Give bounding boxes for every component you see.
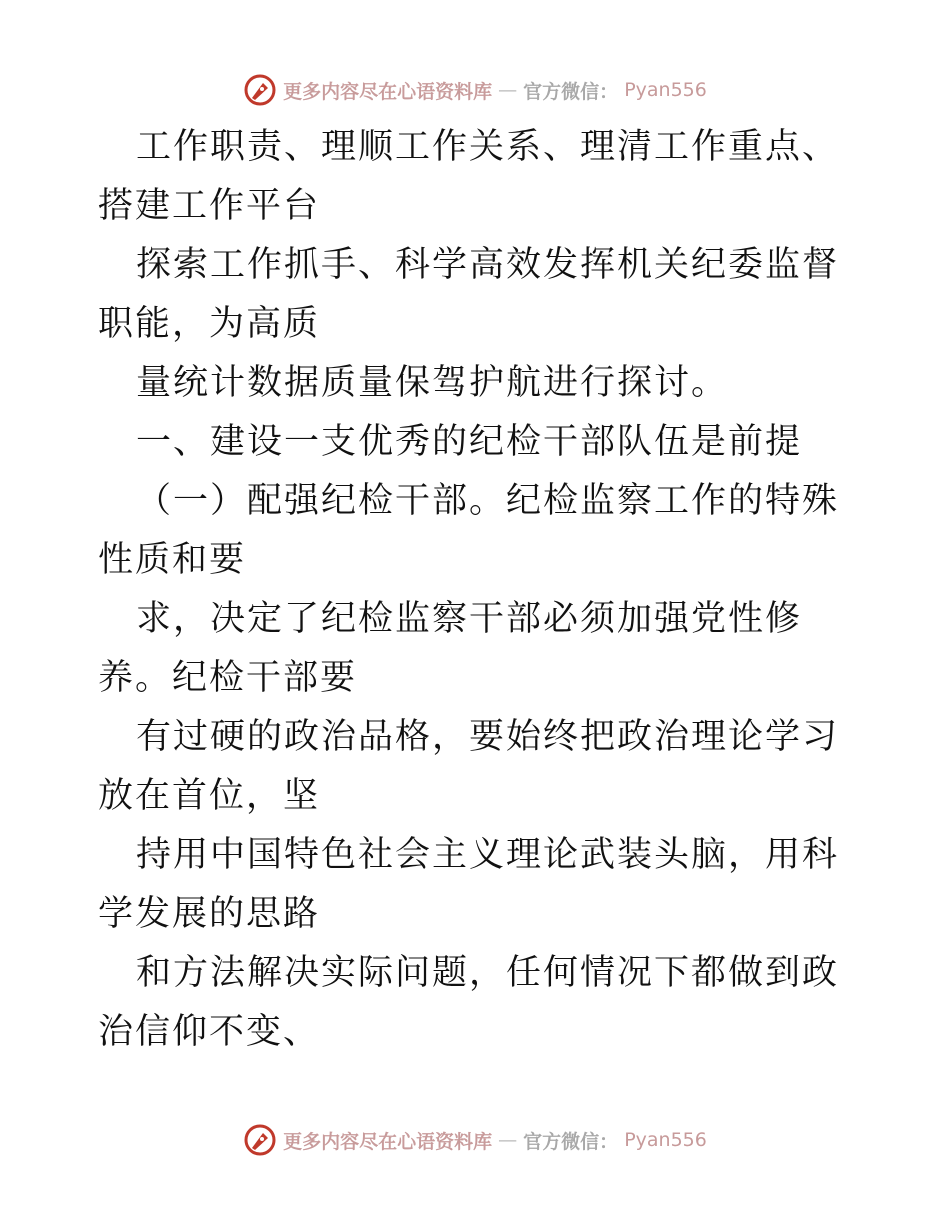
footer-watermark: [0, 1120, 950, 1160]
paragraph: 持用中国特色社会主义理论武装头脑，用科学发展的思路: [98, 835, 840, 934]
watermark-official-label: 官方微信：: [523, 1130, 619, 1153]
paragraph: （一）配强纪检干部。纪检监察工作的特殊性质和要: [98, 481, 840, 580]
document-body: [98, 118, 858, 1062]
paragraph: 求，决定了纪检监察干部必须加强党性修养。纪检干部要: [98, 599, 803, 698]
paragraph: 量统计数据质量保驾护航进行探讨。: [136, 363, 729, 403]
watermark-main-text: 更多内容尽在心语资料库: [283, 1130, 493, 1153]
watermark-wechat-id: Pyan556: [624, 79, 707, 101]
watermark-dash: —: [498, 1129, 518, 1151]
section-heading: 一、建设一支优秀的纪检干部队伍是前提: [136, 422, 803, 462]
watermark-main-text: 更多内容尽在心语资料库: [283, 80, 493, 103]
pen-nib-icon: [243, 73, 277, 107]
paragraph: 有过硬的政治品格，要始终把政治理论学习放在首位，坚: [98, 717, 840, 816]
header-watermark: [0, 70, 950, 110]
paragraph: 工作职责、理顺工作关系、理清工作重点、搭建工作平台: [98, 127, 840, 226]
paragraph: 探索工作抓手、科学高效发挥机关纪委监督职能，为高质: [98, 245, 840, 344]
pen-nib-icon: [243, 1123, 277, 1157]
paragraph: 和方法解决实际问题，任何情况下都做到政治信仰不变、: [98, 953, 840, 1052]
watermark-wechat-id: Pyan556: [624, 1129, 707, 1151]
watermark-dash: —: [498, 79, 518, 101]
watermark-official-label: 官方微信：: [523, 80, 619, 103]
